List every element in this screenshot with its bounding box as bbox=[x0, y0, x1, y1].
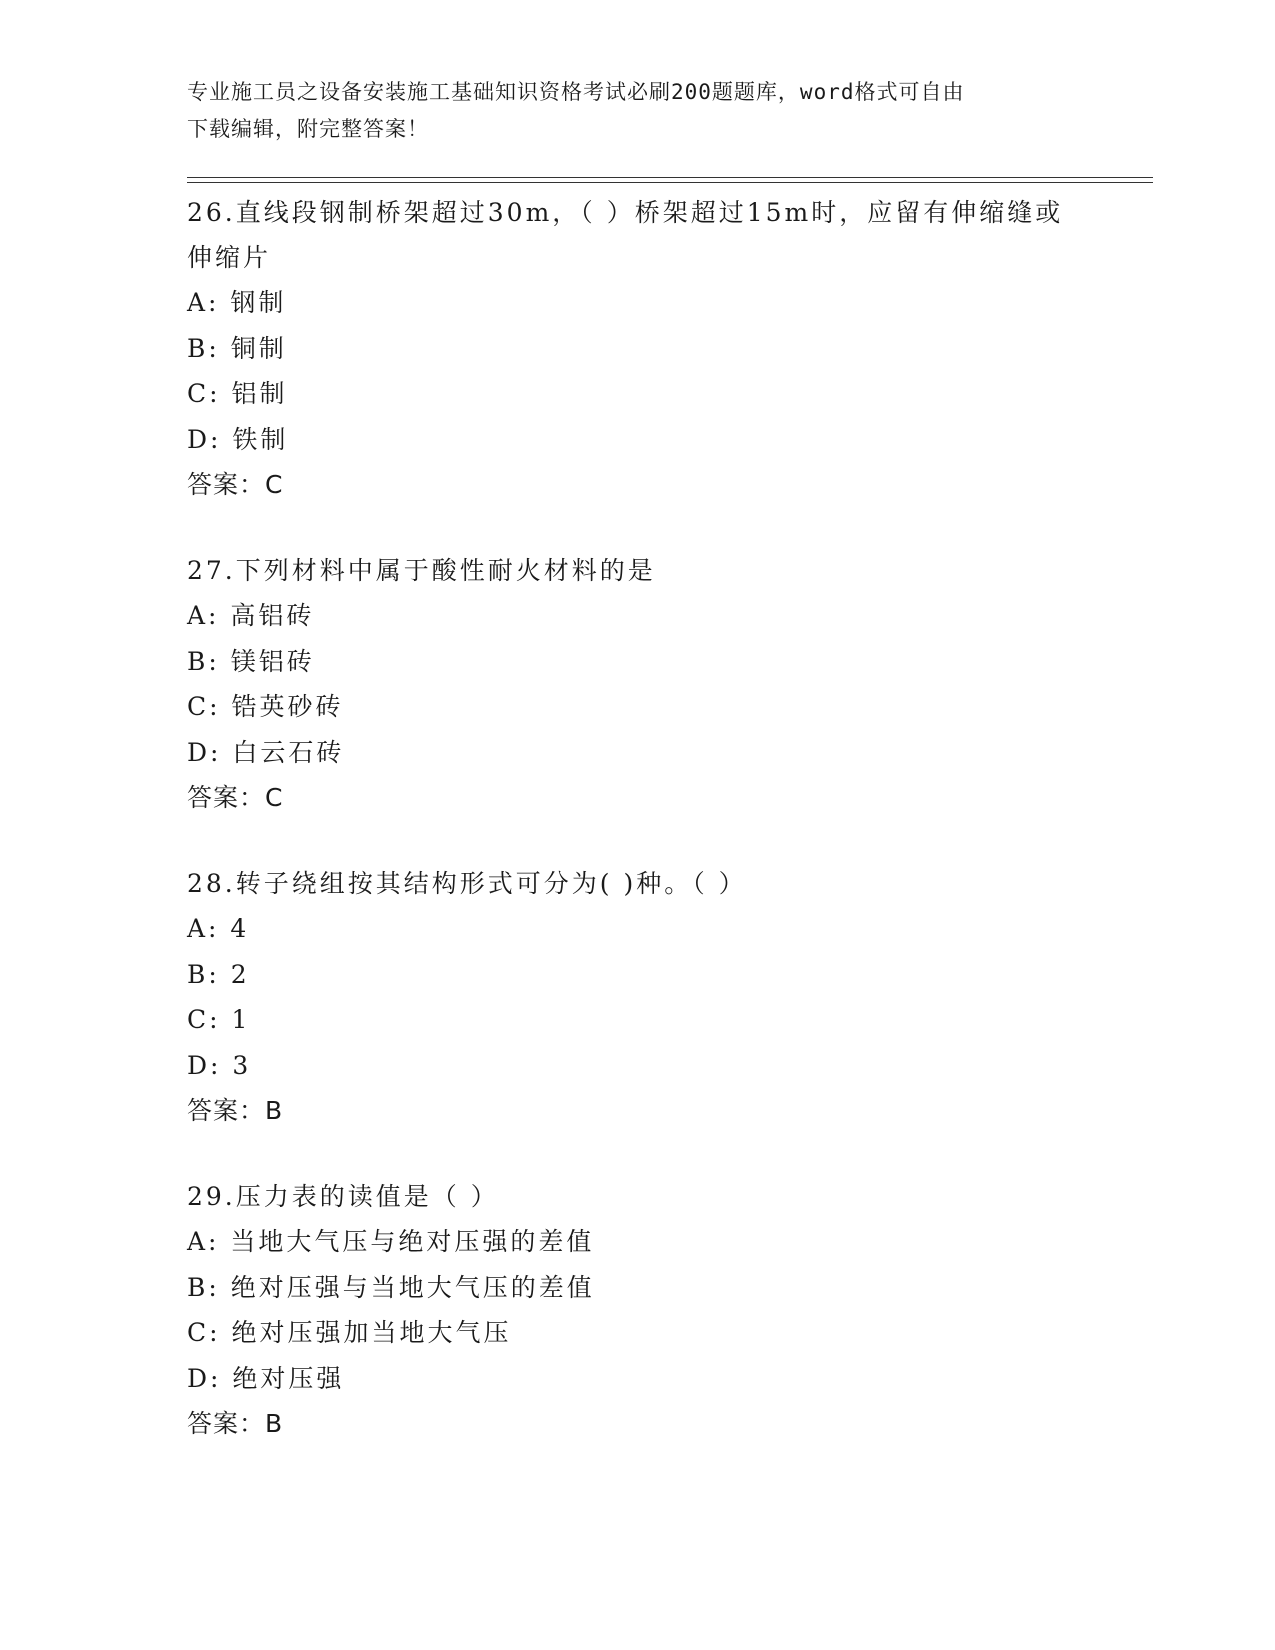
question-27 bbox=[187, 548, 1087, 820]
answer-line: 答案：C bbox=[187, 470, 284, 499]
option-c: C: 锆英砂砖 bbox=[187, 692, 344, 721]
header-divider-top bbox=[187, 177, 1153, 178]
answer-line: 答案：C bbox=[187, 783, 284, 812]
option-a: A: 高铝砖 bbox=[187, 601, 315, 630]
question-28 bbox=[187, 861, 1087, 1133]
question-stem: 27.下列材料中属于酸性耐火材料的是 bbox=[187, 556, 656, 585]
option-a: A: 当地大气压与绝对压强的差值 bbox=[187, 1227, 595, 1256]
option-d: D: 3 bbox=[187, 1050, 252, 1080]
option-d: D: 绝对压强 bbox=[187, 1363, 345, 1393]
question-stem: 28.转子绕组按其结构形式可分为( )种。（ ） bbox=[187, 869, 747, 898]
header-line-2: 下载编辑，附完整答案！ bbox=[187, 117, 429, 141]
option-c: C: 绝对压强加当地大气压 bbox=[187, 1318, 512, 1347]
answer-line: 答案：B bbox=[187, 1096, 284, 1125]
option-b: B: 镁铝砖 bbox=[187, 646, 315, 676]
question-stem: 26.直线段钢制桥架超过30m，（ ）桥架超过15m时，应留有伸缩缝或伸缩片 bbox=[187, 198, 1064, 272]
question-29 bbox=[187, 1174, 1087, 1446]
option-d: D: 铁制 bbox=[187, 424, 289, 454]
option-a: A: 4 bbox=[187, 914, 250, 943]
answer-line: 答案：B bbox=[187, 1409, 284, 1438]
header-divider-bottom bbox=[187, 182, 1153, 183]
option-b: B: 铜制 bbox=[187, 333, 287, 363]
header-line-1: 专业施工员之设备安装施工基础知识资格考试必刷200题题库，word格式可自由 bbox=[187, 80, 965, 104]
question-list bbox=[187, 190, 1087, 1487]
question-26 bbox=[187, 190, 1087, 507]
document-header bbox=[187, 74, 1067, 148]
option-c: C: 铝制 bbox=[187, 379, 288, 408]
option-a: A: 钢制 bbox=[187, 288, 287, 317]
option-b: B: 绝对压强与当地大气压的差值 bbox=[187, 1272, 595, 1302]
option-d: D: 白云石砖 bbox=[187, 737, 345, 767]
option-b: B: 2 bbox=[187, 959, 250, 989]
option-c: C: 1 bbox=[187, 1005, 251, 1034]
question-stem: 29.压力表的读值是（ ） bbox=[187, 1182, 499, 1211]
